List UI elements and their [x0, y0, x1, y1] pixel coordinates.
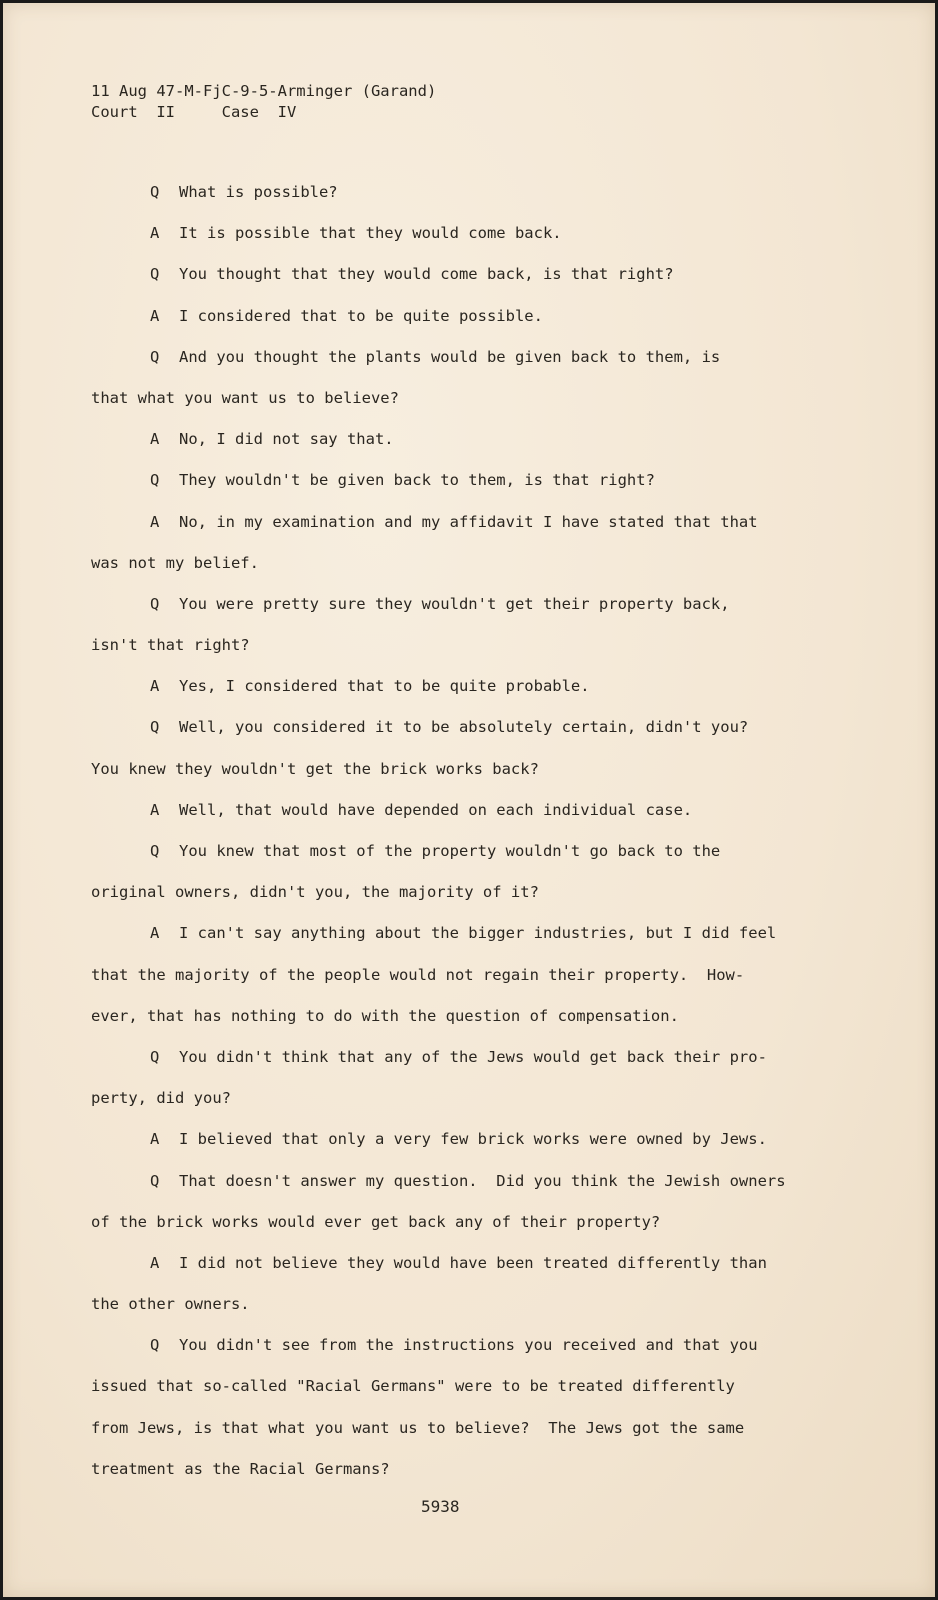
- transcript-line: [91, 1334, 851, 1375]
- line-text: from Jews, is that what you want us to believe? The Jews got the same: [91, 1418, 745, 1437]
- transcript-line: [91, 922, 851, 963]
- transcript-continuation-line: [91, 1293, 851, 1334]
- speaker-label: A: [150, 1130, 160, 1149]
- line-text: that the majority of the people would not regain their property. How-: [91, 965, 745, 984]
- transcript-line: [91, 675, 851, 716]
- line-text: perty, did you?: [91, 1089, 231, 1108]
- speaker-label: Q: [150, 594, 160, 613]
- speaker-label: A: [150, 512, 160, 531]
- line-text: You didn't think that any of the Jews would get back their pro-: [179, 1047, 767, 1066]
- transcript-line: [91, 305, 851, 346]
- speaker-label: Q: [150, 347, 160, 366]
- speaker-label: A: [150, 224, 160, 243]
- line-text: Well, that would have depended on each individual case.: [179, 800, 693, 819]
- speaker-label: A: [150, 1253, 160, 1272]
- transcript-continuation-line: [91, 634, 851, 675]
- page-number: 5938: [421, 1497, 460, 1516]
- transcript-line: [91, 428, 851, 469]
- line-text: No, in my examination and my affidavit I have stated that that: [179, 512, 758, 531]
- line-text: You thought that they would come back, is that right?: [179, 265, 674, 284]
- transcript-line: [91, 263, 851, 304]
- line-text: Well, you considered it to be absolutely certain, didn't you?: [179, 718, 749, 737]
- line-text: I did not believe they would have been treated differently than: [179, 1253, 767, 1272]
- transcript-continuation-line: [91, 1417, 851, 1458]
- transcript-line: [91, 1252, 851, 1293]
- line-text: I considered that to be quite possible.: [179, 306, 543, 325]
- header-court-case-line: Court II Case IV: [91, 103, 297, 121]
- speaker-label: A: [150, 306, 160, 325]
- line-text: treatment as the Racial Germans?: [91, 1459, 390, 1478]
- transcript-continuation-line: [91, 552, 851, 593]
- transcript-line: [91, 1128, 851, 1169]
- speaker-label: A: [150, 677, 160, 696]
- transcript-line: [91, 840, 851, 881]
- line-text: was not my belief.: [91, 553, 259, 572]
- speaker-label: A: [150, 430, 160, 449]
- line-text: of the brick works would ever get back any of their property?: [91, 1212, 661, 1231]
- line-text: What is possible?: [179, 183, 338, 201]
- speaker-label: Q: [150, 1047, 160, 1066]
- document-header: [91, 81, 436, 123]
- line-text: original owners, didn't you, the majority of it?: [91, 883, 539, 902]
- header-reference-line: 11 Aug 47-M-FjC-9-5-Arminger (Garand): [91, 82, 437, 100]
- speaker-label: Q: [150, 1171, 160, 1190]
- transcript-line: [91, 346, 851, 387]
- transcript-continuation-line: [91, 1458, 851, 1499]
- transcript-continuation-line: [91, 881, 851, 922]
- speaker-label: A: [150, 800, 160, 819]
- speaker-label: Q: [150, 183, 160, 201]
- line-text: And you thought the plants would be given back to them, is: [179, 347, 721, 366]
- speaker-label: Q: [150, 471, 160, 490]
- transcript-line: [91, 1046, 851, 1087]
- line-text: No, I did not say that.: [179, 430, 394, 449]
- transcript-line: [91, 1170, 851, 1211]
- transcript-line: [91, 716, 851, 757]
- line-text: I can't say anything about the bigger industries, but I did feel: [179, 924, 777, 943]
- line-text: You knew they wouldn't get the brick works back?: [91, 759, 539, 778]
- transcript-continuation-line: [91, 758, 851, 799]
- line-text: that what you want us to believe?: [91, 388, 399, 407]
- transcript-continuation-line: [91, 964, 851, 1005]
- transcript-line: [91, 593, 851, 634]
- transcript-continuation-line: [91, 1005, 851, 1046]
- line-text: You were pretty sure they wouldn't get their property back,: [179, 594, 730, 613]
- line-text: the other owners.: [91, 1295, 250, 1314]
- document-page: [3, 3, 935, 1597]
- transcript-continuation-line: [91, 1375, 851, 1416]
- speaker-label: Q: [150, 842, 160, 860]
- line-text: You knew that most of the property wouldn't go back to the: [179, 842, 721, 860]
- line-text: They wouldn't be given back to them, is that right?: [179, 471, 655, 490]
- transcript-line: [91, 799, 851, 840]
- transcript-continuation-line: [91, 387, 851, 428]
- speaker-label: A: [150, 924, 160, 943]
- transcript-line: [91, 511, 851, 552]
- speaker-label: Q: [150, 1336, 160, 1355]
- transcript-continuation-line: [91, 1211, 851, 1252]
- transcript-line: [91, 181, 851, 222]
- line-text: issued that so-called "Racial Germans" were to be treated differently: [91, 1377, 735, 1396]
- transcript-body: [91, 181, 851, 1499]
- transcript-line: [91, 222, 851, 263]
- line-text: Yes, I considered that to be quite probable.: [179, 677, 590, 696]
- line-text: That doesn't answer my question. Did you think the Jewish owners: [179, 1171, 786, 1190]
- speaker-label: Q: [150, 265, 160, 284]
- line-text: It is possible that they would come back.: [179, 224, 562, 243]
- transcript-line: [91, 469, 851, 510]
- transcript-continuation-line: [91, 1087, 851, 1128]
- speaker-label: Q: [150, 718, 160, 737]
- line-text: isn't that right?: [91, 636, 250, 655]
- line-text: ever, that has nothing to do with the question of compensation.: [91, 1006, 679, 1025]
- line-text: You didn't see from the instructions you received and that you: [179, 1336, 758, 1355]
- line-text: I believed that only a very few brick works were owned by Jews.: [179, 1130, 767, 1149]
